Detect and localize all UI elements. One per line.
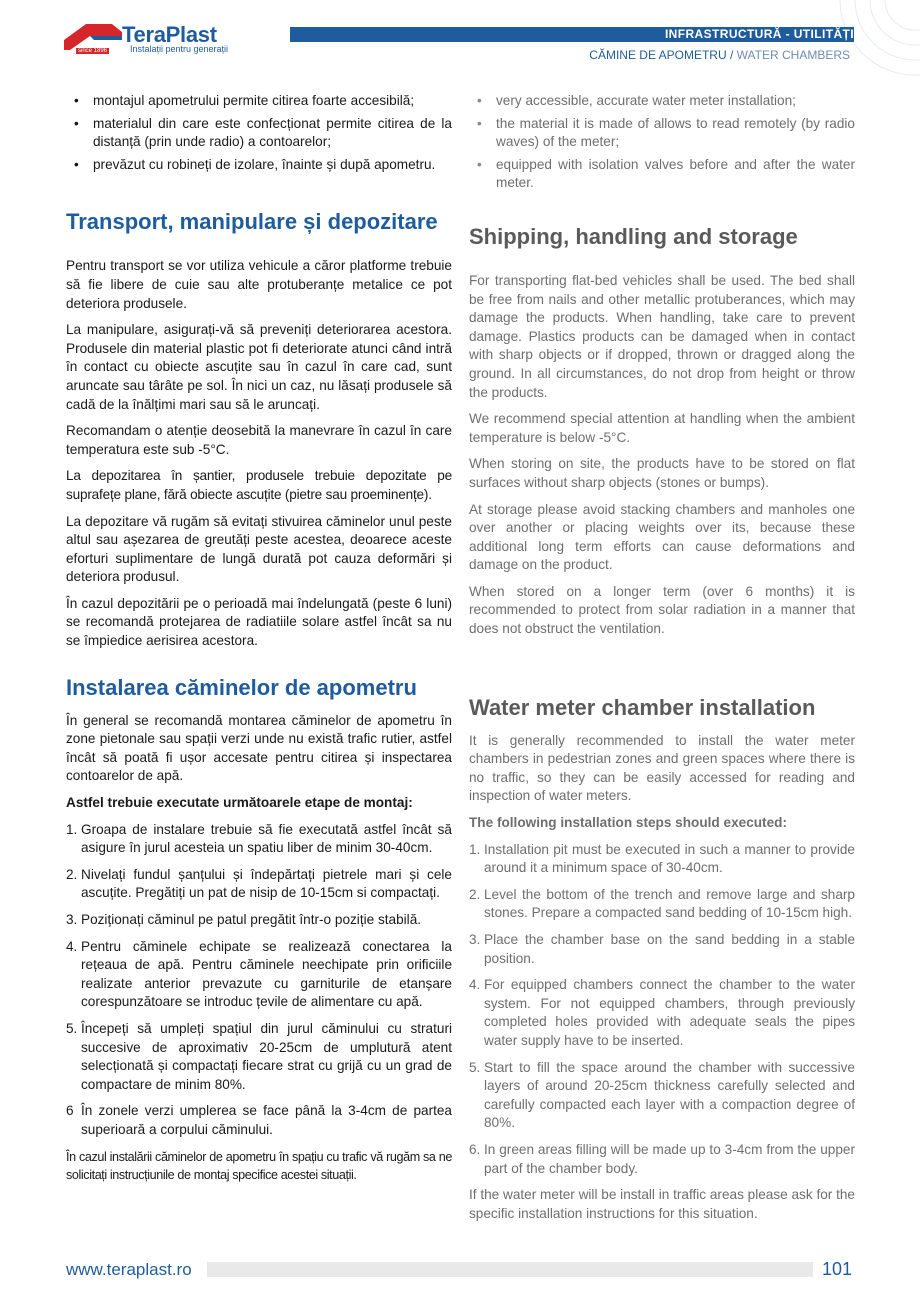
ro-traffic-note: În cazul instalării căminelor de apometru în spațiu cu trafic vă rugăm sa ne solicitați instrucțiunile de montaj specifice acestei situații.: [66, 1149, 452, 1183]
header-subtitle-sep: /: [726, 48, 737, 62]
list-item: 2. Nivelați fundul șanțului și îndepărtați pietrele mari și cele ascuțite. Pregătiți un pat de nisip de 10-15cm si compactați.: [66, 866, 452, 901]
list-item: • prevăzut cu robineți de izolare, înainte și după apometru.: [66, 156, 452, 175]
list-item: 1. Groapa de instalare trebuie să fie executată astfel încât să asigure în jurul acesteia un spatiu liber de minim 30-40cm.: [66, 821, 452, 856]
paragraph: La manipulare, asigurați-vă să preveniți deteriorarea acestora. Produsele din material plastic pot fi deteriorate atunci când intră în contact cu obiecte ascuțite sau în cazul în care cad, sunt aruncate sau târâte pe sol. În nici un caz, nu lăsați produsele să cadă de la înălțimi mari sau să le aruncați.: [66, 322, 452, 412]
list-item: 4. For equipped chambers connect the chamber to the water system. For not equipped chambers, through previously completed holes provided with adequate seals the pipes water supply have to be inserted.: [469, 977, 855, 1048]
paragraph: În cazul depozitării pe o perioadă mai îndelungată (peste 6 luni) se recomandă protejarea de radiatiile solare astfel încât sa nu se împiedice aerisirea acestora.: [66, 595, 452, 649]
ro-installation-heading: Instalarea căminelor de apometru: [66, 674, 417, 700]
brand-name: TeraPlast: [122, 22, 217, 47]
teraplast-logo: [64, 22, 244, 58]
list-item: 4. Pentru căminele echipate se realizează conectarea la rețeaua de apă. Pentru căminele neechipate prin orificiile realizate anterior prevazute cu garniturile de etanșare corespunzătoare se introduc țevile de alimentare cu apă.: [66, 938, 452, 1010]
brand-tagline: Instalații pentru generații: [130, 44, 229, 54]
list-item: 5. Start to fill the space around the chamber with successive layers of around 20-25cm thickness carefully selected and carefully compacted each layer with a compaction degree of 80%.: [469, 1059, 855, 1131]
list-item: 5. Începeți să umpleți spațiul din jurul căminului cu straturi succesive de aproximativ 20-25cm de umplutură atent selecționată și compactați fiecare strat cu grijă cu un grad de compactare de minim 80%.: [66, 1020, 452, 1092]
list-item: • materialul din care este confecționat permite citirea de la distanță (prin unde radio) a contoarelor;: [66, 115, 452, 152]
romanian-column: [66, 92, 452, 1193]
ro-steps-title: Astfel trebuie executate următoarele etape de montaj:: [66, 795, 413, 811]
paragraph: It is generally recommended to install the water meter chambers in pedestrian zones and green spaces where there is no traffic, so they can be easily accessed for reading and inspection of water meters.: [469, 732, 855, 804]
paragraph: Recomandam o atenție deosebită la manevrare în cazul în care temperatura este sub -5°C.: [66, 423, 452, 457]
list-item: 6. In green areas filling will be made up to 3-4cm from the upper part of the chamber body.: [469, 1141, 855, 1176]
list-item: • the material it is made of allows to read remotely (by radio waves) of the meter;: [469, 115, 855, 152]
website-link[interactable]: www.teraplast.ro: [66, 1260, 192, 1279]
list-item: 3. Place the chamber base on the sand bedding in a stable position.: [469, 932, 855, 966]
paragraph: When stored on a longer term (over 6 months) it is recommended to protect from solar radiation in a manner that does not obstruct the ventilation.: [469, 583, 855, 637]
ro-transport-heading: Transport, manipulare și depozitare: [66, 209, 438, 235]
ro-steps-list: [66, 821, 452, 1140]
en-feature-list: [469, 92, 855, 193]
list-item: • equipped with isolation valves before and after the water meter.: [469, 156, 855, 193]
header-subtitle-ro: CĂMINE DE APOMETRU: [589, 48, 727, 62]
en-steps-list: [469, 841, 855, 1179]
en-steps-title: The following installation steps should executed:: [469, 815, 787, 831]
footer-bar: [207, 1262, 813, 1277]
list-item: 2. Level the bottom of the trench and remove large and sharp stones. Prepare a compacted sand bedding of 10-15cm high.: [469, 886, 855, 921]
list-item: • very accessible, accurate water meter installation;: [469, 92, 855, 111]
paragraph: When storing on site, the products have to be stored on flat surfaces without sharp objects (stones or bumps).: [469, 456, 855, 490]
logo-since: since 1896: [78, 48, 108, 54]
en-traffic-note: If the water meter will be install in traffic areas please ask for the specific installation instructions for this situation.: [469, 1187, 855, 1221]
english-column: [469, 92, 855, 1231]
header-title: INFRASTRUCTURĂ - UTILITĂȚI: [664, 27, 854, 41]
list-item: • montajul apometrului permite citirea foarte accesibilă;: [66, 92, 452, 111]
paragraph: La depozitare vă rugăm să evitați stivuirea căminelor unul peste altul sau așezarea de greutăți peste acestea, deoarece aceste eforturi suplimentare de lungă durată pot cauza deformări și deteriora produsul.: [66, 513, 452, 585]
header-subtitle-en: WATER CHAMBERS: [736, 48, 850, 62]
en-shipping-heading: Shipping, handling and storage: [469, 223, 798, 249]
list-item: 1. Installation pit must be executed in such a manner to provide around it a minimum space of 30-40cm.: [469, 841, 855, 876]
paragraph: At storage please avoid stacking chambers and manholes one over another or placing weights over its, because these additional long term efforts can cause deformations and damage on the product.: [469, 501, 855, 573]
en-installation-heading: Water meter chamber installation: [469, 694, 816, 720]
header-subtitle: [589, 48, 850, 62]
page-number: 101: [822, 1259, 853, 1279]
paragraph: Pentru transport se vor utiliza vehicule a căror platforme trebuie să fie libere de cuie sau alte protuberanțe metalice ce pot deteriora produsele.: [66, 258, 452, 311]
list-item: 6 În zonele verzi umplerea se face până la 3-4cm de partea superioară a corpului căminului.: [66, 1103, 452, 1137]
paragraph: În general se recomandă montarea căminelor de apometru în zone pietonale sau spații verzi unde nu există trafic rutier, astfel încât să poată fi ușor accesate pentru citirea și inspectarea contoarelor de apă.: [66, 712, 452, 784]
paragraph: La depozitarea în șantier, produsele trebuie depozitate pe suprafețe plane, fără obiecte ascuțite (pietre sau proeminențe).: [66, 468, 452, 502]
list-item: 3. Poziționați căminul pe patul pregătit într-o poziție stabilă.: [66, 912, 422, 927]
ro-feature-list: [66, 92, 452, 174]
paragraph: We recommend special attention at handling when the ambient temperature is below -5°C.: [469, 411, 855, 445]
paragraph: For transporting flat-bed vehicles shall be used. The bed shall be free from nails and other metallic protuberances, which may damage the products. When handling, take care to prevent damage. Plastics products can be damaged when in contact with sharp objects or if dropped, thrown or dragged along the ground. In all circumstances, do not drop from height or throw the products.: [469, 272, 855, 400]
